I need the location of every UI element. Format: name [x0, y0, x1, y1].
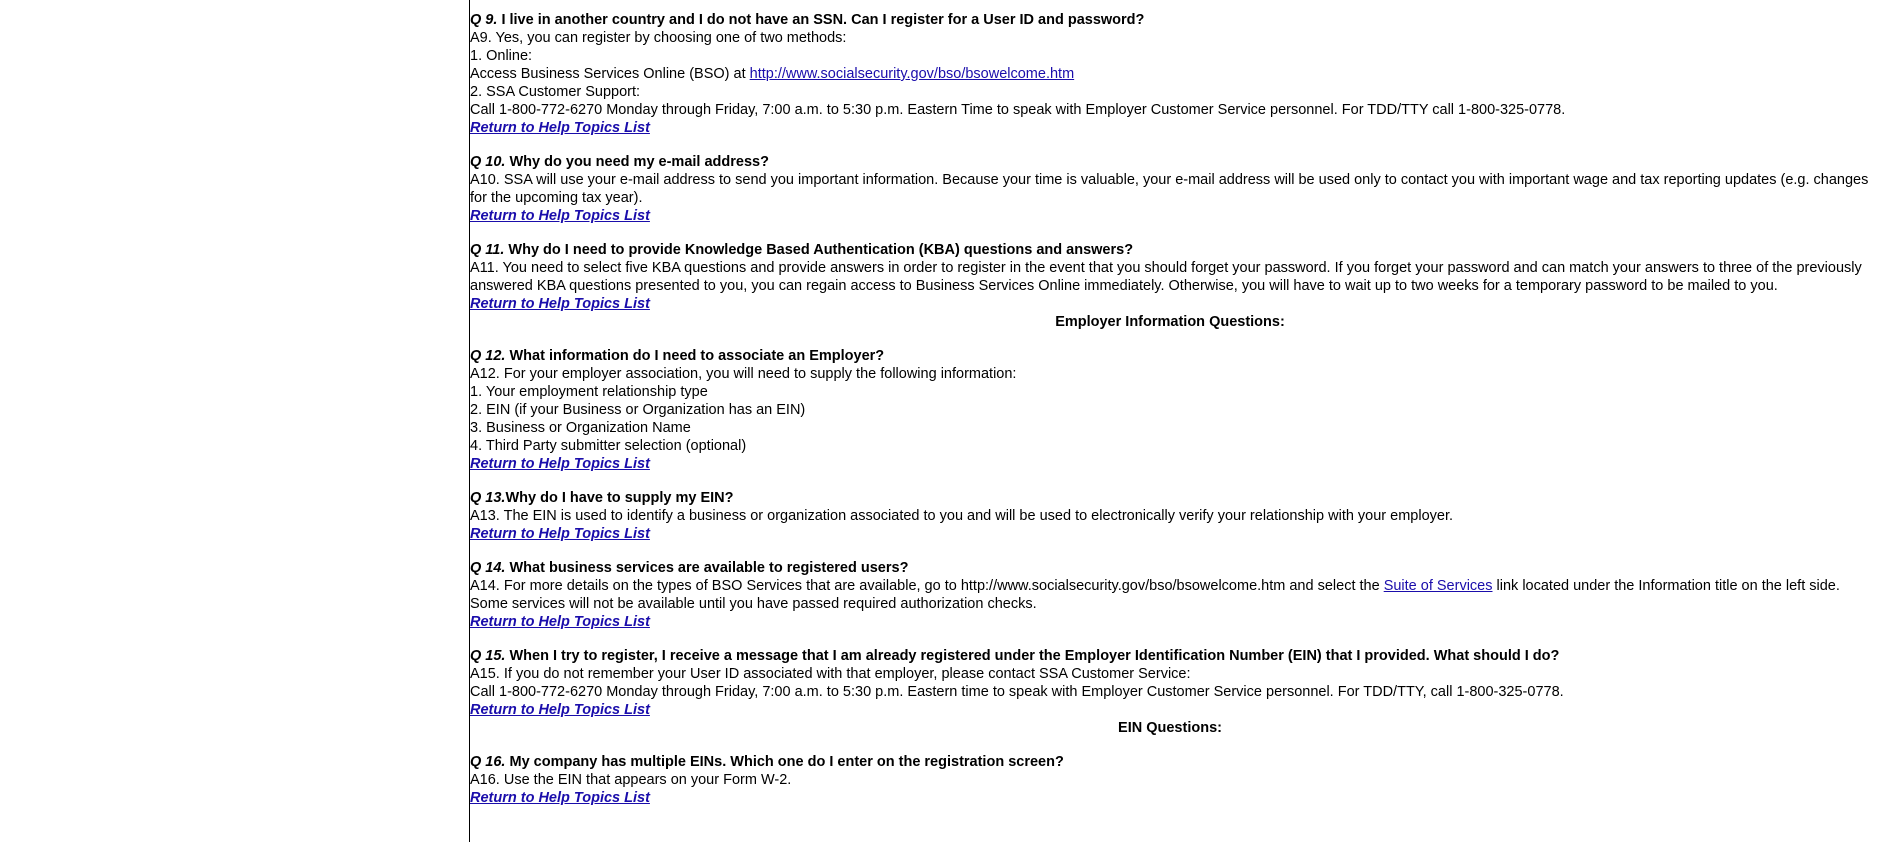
answer-line: Call 1-800-772-6270 Monday through Friday, 7:00 a.m. to 5:30 p.m. Eastern time to speak with Employer Customer Service personnel. For TDD/TTY, call 1-800-325-0778.	[470, 684, 1564, 700]
question-heading	[470, 559, 1870, 577]
faq-item-q14	[470, 559, 1870, 631]
answer-line	[470, 65, 1870, 83]
answer-line: 1. Your employment relationship type	[470, 384, 708, 400]
question-heading	[470, 153, 1870, 171]
return-to-help-topics-link[interactable]: Return to Help Topics List	[470, 526, 650, 542]
question-heading	[470, 241, 1870, 259]
answer-line: 3. Business or Organization Name	[470, 420, 691, 436]
question-text: What business services are available to registered users?	[509, 560, 909, 576]
return-to-help-topics-link[interactable]: Return to Help Topics List	[470, 120, 650, 136]
question-heading	[470, 753, 1870, 771]
question-text: What information do I need to associate an Employer?	[509, 348, 885, 364]
return-to-help-topics-link[interactable]: Return to Help Topics List	[470, 296, 650, 312]
answer-line: A9. Yes, you can register by choosing one of two methods:	[470, 30, 847, 46]
question-text: When I try to register, I receive a message that I am already registered under the Employer Identification Number (EIN) that I provided. What should I do?	[509, 648, 1560, 664]
answer-line: Call 1-800-772-6270 Monday through Friday, 7:00 a.m. to 5:30 p.m. Eastern Time to speak with Employer Customer Service personnel. For TDD/TTY call 1-800-325-0778.	[470, 102, 1566, 118]
question-number: Q 10.	[470, 154, 506, 170]
answer-line: 2. SSA Customer Support:	[470, 84, 641, 100]
answer-text: Access Business Services Online (BSO) at	[470, 66, 750, 82]
question-number: Q 15.	[470, 648, 506, 664]
faq-item-q9	[470, 11, 1870, 137]
answer-line: 4. Third Party submitter selection (optional)	[470, 438, 747, 454]
return-to-help-topics-link[interactable]: Return to Help Topics List	[470, 702, 650, 718]
faq-item-q10	[470, 153, 1870, 225]
return-to-help-topics-link[interactable]: Return to Help Topics List	[470, 790, 650, 806]
faq-item-q16	[470, 753, 1870, 807]
question-number: Q 12.	[470, 348, 506, 364]
question-heading	[470, 489, 1870, 507]
question-number: Q 11.	[470, 242, 505, 258]
answer-line: 1. Online:	[470, 48, 533, 64]
faq-item-q11	[470, 241, 1870, 313]
section-heading-employer: Employer Information Questions:	[1055, 314, 1285, 330]
suite-of-services-link[interactable]: Suite of Services	[1383, 578, 1493, 594]
answer-line	[470, 577, 1870, 613]
answer-line: A12. For your employer association, you will need to supply the following information:	[470, 366, 1017, 382]
question-heading	[470, 647, 1870, 665]
answer-text: A11. You need to select five KBA questions and provide answers in order to register in the event that you should forget your password. If you forget your password and can match your answers to three of the previously answered KBA questions presented to you, you can regain access to Business Services Online immediately. Otherwise, you will have to wait up to two weeks for a temporary password to be mailed to you.	[470, 260, 1862, 294]
question-text: Why do you need my e-mail address?	[509, 154, 769, 170]
question-number: Q 16.	[470, 754, 506, 770]
question-text: I live in another country and I do not have an SSN. Can I register for a User ID and password?	[501, 12, 1145, 28]
answer-text: link located under the Information title on the left side. Some services will not be available until you have passed required authorization checks.	[470, 578, 1840, 612]
faq-item-q12	[470, 347, 1870, 473]
question-heading	[470, 11, 1870, 29]
question-number: Q 9.	[470, 12, 498, 28]
return-to-help-topics-link[interactable]: Return to Help Topics List	[470, 614, 650, 630]
faq-item-q15	[470, 647, 1870, 719]
section-heading-ein: EIN Questions:	[1118, 720, 1222, 736]
question-text: My company has multiple EINs. Which one do I enter on the registration screen?	[509, 754, 1064, 770]
bso-welcome-link[interactable]: http://www.socialsecurity.gov/bso/bsowelcome.htm	[749, 66, 1075, 82]
answer-text: A14. For more details on the types of BSO Services that are available, go to http://www.socialsecurity.gov/bso/bsowelcome.htm and select the	[470, 578, 1384, 594]
answer-line: 2. EIN (if your Business or Organization has an EIN)	[470, 402, 806, 418]
question-text: Why do I have to supply my EIN?	[505, 490, 734, 506]
question-heading	[470, 347, 1870, 365]
answer-text: A10. SSA will use your e-mail address to send you important information. Because your time is valuable, your e-mail address will be used only to contact you with important wage and tax reporting updates (e.g. changes for the upcoming tax year).	[470, 172, 1869, 206]
answer-line: A15. If you do not remember your User ID associated with that employer, please contact SSA Customer Service:	[470, 666, 1191, 682]
question-number: Q 14.	[470, 560, 506, 576]
answer-text: A13. The EIN is used to identify a business or organization associated to you and will be used to electronically verify your relationship with your employer.	[470, 508, 1454, 524]
question-text: Why do I need to provide Knowledge Based Authentication (KBA) questions and answers?	[508, 242, 1134, 258]
faq-content	[470, 11, 1870, 823]
return-to-help-topics-link[interactable]: Return to Help Topics List	[470, 456, 650, 472]
answer-text: A16. Use the EIN that appears on your Form W-2.	[470, 772, 792, 788]
question-number: Q 13.	[470, 490, 506, 506]
faq-item-q13	[470, 489, 1870, 543]
return-to-help-topics-link[interactable]: Return to Help Topics List	[470, 208, 650, 224]
